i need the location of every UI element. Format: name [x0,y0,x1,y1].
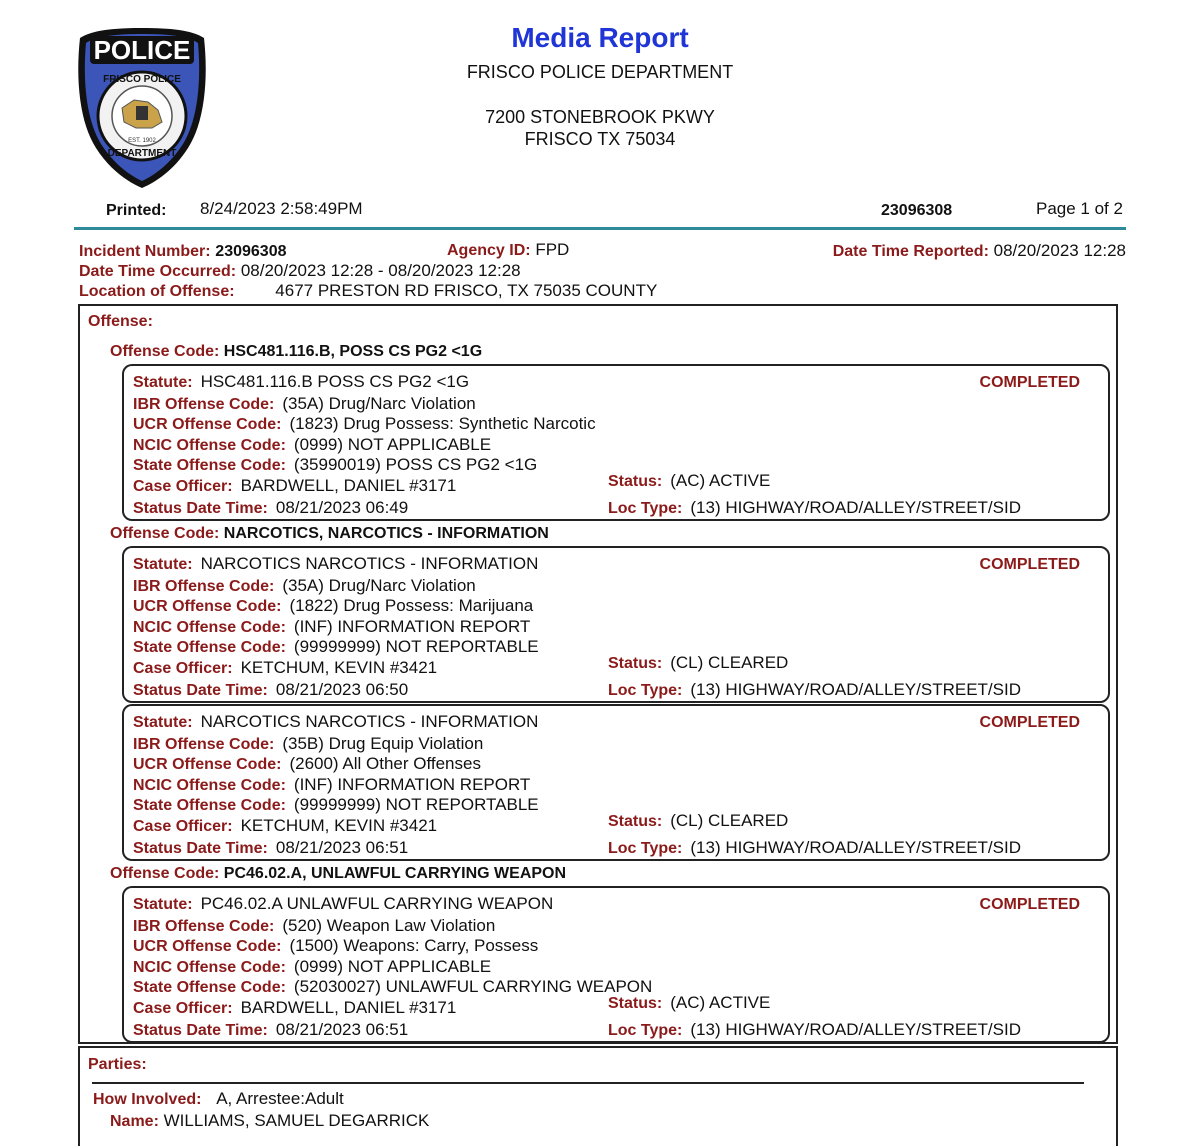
ibr-code-field: IBR Offense Code: (35B) Drug Equip Violation [133,734,484,753]
ncic-code-field: NCIC Offense Code: (0999) NOT APPLICABLE [133,435,492,454]
ibr-code-field: IBR Offense Code: (35A) Drug/Narc Violation [133,394,476,413]
date-occurred-field: Date Time Occurred: 08/20/2023 12:28 - 08/20/2023 12:28 [79,261,521,280]
ucr-code-field: UCR Offense Code: (1822) Drug Possess: Marijuana [133,596,534,615]
date-reported-field: Date Time Reported: 08/20/2023 12:28 [832,241,1126,260]
status-date-field: Status Date Time: 08/21/2023 06:50 [133,680,409,699]
date-occurred-value: 08/20/2023 12:28 - 08/20/2023 12:28 [240,261,521,280]
status-date-field: Status Date Time: 08/21/2023 06:51 [133,838,409,857]
loc-type-field: Loc Type: (13) HIGHWAY/ROAD/ALLEY/STREET/SID [608,680,1021,699]
department-name: FRISCO POLICE DEPARTMENT [466,62,734,82]
report-title: Media Report [511,22,689,53]
incident-number-field: Incident Number: 23096308 [79,243,287,260]
offense-code-heading: Offense Code: NARCOTICS, NARCOTICS - INFORMATION [110,525,549,542]
statute-field: Statute: HSC481.116.B POSS CS PG2 <1G [133,372,470,391]
address-line-2: FRISCO TX 75034 [524,129,676,149]
agency-field: Agency ID: FPD [447,240,570,259]
ibr-code-field: IBR Offense Code: (520) Weapon Law Violation [133,916,496,935]
party-name-field: Name: WILLIAMS, SAMUEL DEGARRICK [110,1111,430,1130]
printed-label: Printed: [106,202,167,219]
incident-number-value: 23096308 [215,243,287,260]
how-involved-field: How Involved: A, Arrestee:Adult [93,1089,344,1108]
case-officer-field: Case Officer: BARDWELL, DANIEL #3171 [133,476,457,495]
status-date-field: Status Date Time: 08/21/2023 06:49 [133,498,409,517]
state-code-field: State Offense Code: (52030027) UNLAWFUL CARRYING WEAPON [133,977,653,996]
offense-section-title: Offense: [88,313,153,330]
svg-text:POLICE: POLICE [93,35,191,65]
offense-detail-box [122,364,1110,521]
offense-detail-box [122,886,1110,1043]
status-field: Status: (CL) CLEARED [608,653,789,672]
ucr-code-field: UCR Offense Code: (2600) All Other Offenses [133,754,481,773]
case-officer-field: Case Officer: BARDWELL, DANIEL #3171 [133,998,457,1017]
offense-code-heading: Offense Code: PC46.02.A, UNLAWFUL CARRYING WEAPON [110,865,567,882]
offense-code-heading: Offense Code: HSC481.116.B, POSS CS PG2 <1G [110,343,483,360]
offense-detail-box [122,546,1110,703]
case-officer-field: Case Officer: KETCHUM, KEVIN #3421 [133,658,438,677]
svg-text:DEPARTMENT: DEPARTMENT [107,148,177,159]
status-field: Status: (CL) CLEARED [608,811,789,830]
party-name-value: WILLIAMS, SAMUEL DEGARRICK [163,1111,430,1130]
printed-timestamp: 8/24/2023 2:58:49PM [200,199,363,218]
agency-value: FPD [535,240,570,259]
ncic-code-field: NCIC Offense Code: (0999) NOT APPLICABLE [133,957,492,976]
status-field: Status: (AC) ACTIVE [608,993,771,1012]
ibr-code-field: IBR Offense Code: (35A) Drug/Narc Violation [133,576,476,595]
address-line-1: 7200 STONEBROOK PKWY [485,107,715,127]
svg-text:EST. 1902: EST. 1902 [128,138,156,144]
state-code-field: State Offense Code: (35990019) POSS CS PG2 <1G [133,455,538,474]
state-code-field: State Offense Code: (99999999) NOT REPORTABLE [133,795,539,814]
svg-text:FRISCO POLICE: FRISCO POLICE [103,74,181,85]
ucr-code-field: UCR Offense Code: (1823) Drug Possess: Synthetic Narcotic [133,414,596,433]
case-officer-field: Case Officer: KETCHUM, KEVIN #3421 [133,816,438,835]
completed-badge: COMPLETED [979,896,1080,913]
loc-type-field: Loc Type: (13) HIGHWAY/ROAD/ALLEY/STREET/SID [608,838,1021,857]
statute-field: Statute: NARCOTICS NARCOTICS - INFORMATION [133,554,539,573]
completed-badge: COMPLETED [979,374,1080,391]
header-divider [74,227,1126,230]
parties-section-title: Parties: [88,1056,147,1073]
completed-badge: COMPLETED [979,714,1080,731]
offense-detail-box [122,704,1110,861]
location-field: Location of Offense: 4677 PRESTON RD FRISCO, TX 75035 COUNTY [79,281,658,300]
completed-badge: COMPLETED [979,556,1080,573]
parties-divider [92,1082,1084,1084]
ncic-code-field: NCIC Offense Code: (INF) INFORMATION REPORT [133,617,531,636]
header-incident-number: 23096308 [881,202,953,219]
location-value: 4677 PRESTON RD FRISCO, TX 75035 COUNTY [275,281,658,300]
ncic-code-field: NCIC Offense Code: (INF) INFORMATION REPORT [133,775,531,794]
how-involved-value: A, Arrestee:Adult [216,1089,344,1108]
status-date-field: Status Date Time: 08/21/2023 06:51 [133,1020,409,1039]
status-field: Status: (AC) ACTIVE [608,471,771,490]
loc-type-field: Loc Type: (13) HIGHWAY/ROAD/ALLEY/STREET/SID [608,1020,1021,1039]
statute-field: Statute: PC46.02.A UNLAWFUL CARRYING WEAPON [133,894,554,913]
date-reported-value: 08/20/2023 12:28 [993,241,1126,260]
ucr-code-field: UCR Offense Code: (1500) Weapons: Carry, Possess [133,936,539,955]
loc-type-field: Loc Type: (13) HIGHWAY/ROAD/ALLEY/STREET/SID [608,498,1021,517]
state-code-field: State Offense Code: (99999999) NOT REPORTABLE [133,637,539,656]
statute-field: Statute: NARCOTICS NARCOTICS - INFORMATION [133,712,539,731]
page-number: Page 1 of 2 [1036,199,1123,218]
